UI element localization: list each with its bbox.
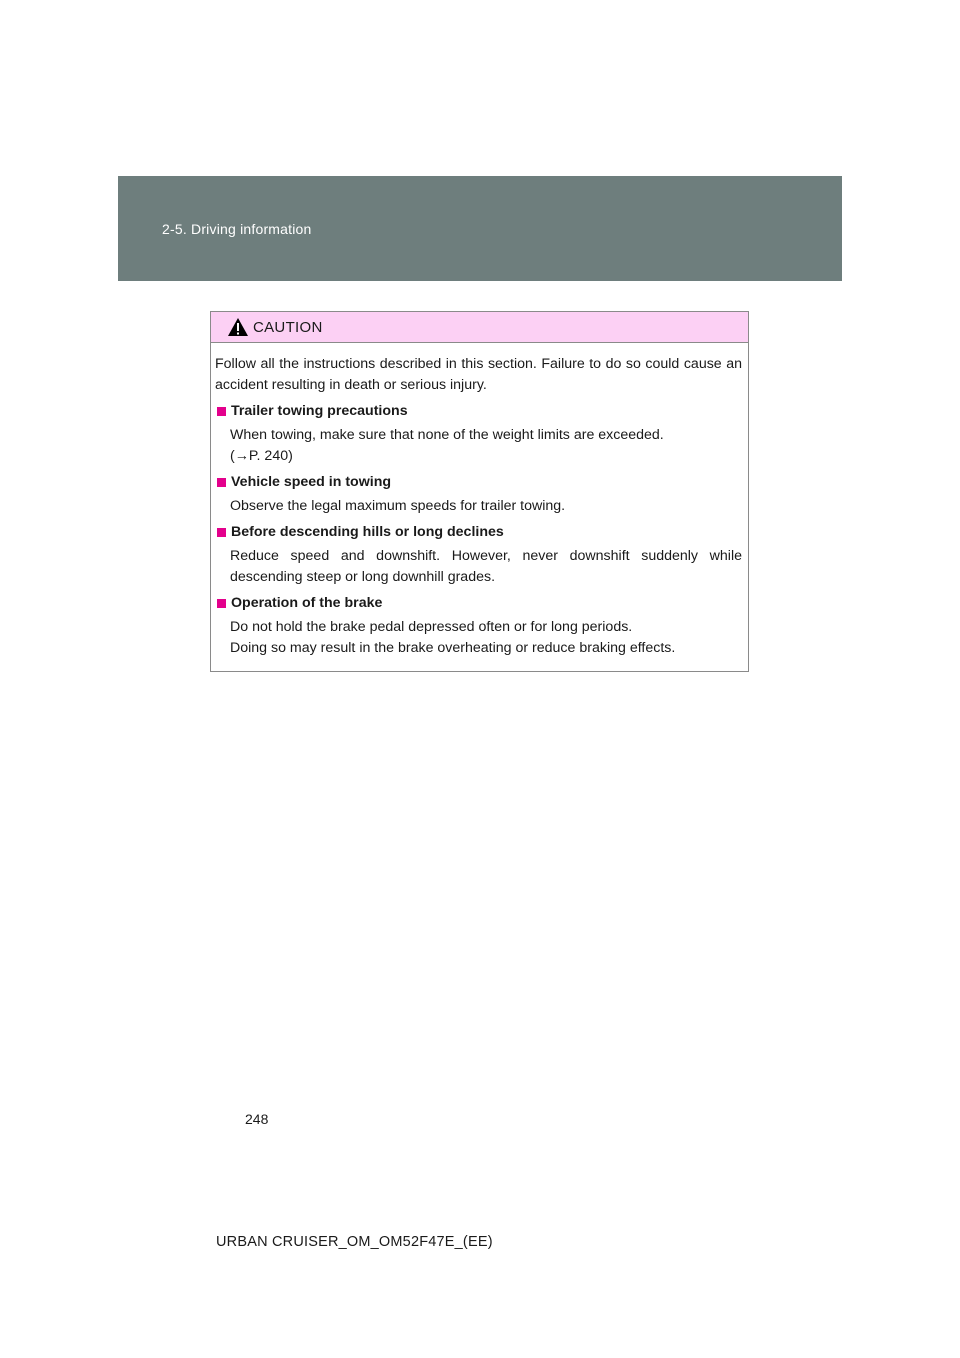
caution-item-vehicle-speed <box>215 472 742 517</box>
caution-item-descending-hills <box>215 522 742 588</box>
caution-header <box>211 312 748 343</box>
warning-triangle-icon <box>227 317 249 337</box>
item-title: Trailer towing precautions <box>231 403 408 419</box>
caution-box <box>210 311 749 672</box>
caution-item-brake-operation <box>215 593 742 659</box>
item-title: Vehicle speed in towing <box>231 474 392 490</box>
section-title: 2-5. Driving information <box>162 221 312 237</box>
item-title: Operation of the brake <box>231 595 383 611</box>
item-text: When towing, make sure that none of the weight limits are exceeded. (→P. 240) <box>230 425 742 467</box>
section-header-band <box>118 176 842 281</box>
item-text: Do not hold the brake pedal depressed often or for long periods. Doing so may result in the brake overheating or reduce braking effects. <box>230 619 676 656</box>
page-number: 248 <box>245 1111 269 1127</box>
square-bullet-icon <box>217 407 226 416</box>
item-text: Observe the legal maximum speeds for trailer towing. <box>230 498 566 514</box>
caution-intro: Follow all the instructions described in this section. Failure to do so could cause an accident resulting in death or serious injury. <box>215 356 742 393</box>
square-bullet-icon <box>217 478 226 487</box>
square-bullet-icon <box>217 528 226 537</box>
item-text: Reduce speed and downshift. However, never downshift suddenly while descending steep or long downhill grades. <box>230 548 742 585</box>
caution-label: CAUTION <box>253 319 323 336</box>
caution-body <box>211 343 748 659</box>
document-id: URBAN CRUISER_OM_OM52F47E_(EE) <box>216 1234 493 1250</box>
square-bullet-icon <box>217 599 226 608</box>
item-title: Before descending hills or long declines <box>231 524 504 540</box>
caution-item-trailer-towing <box>215 401 742 467</box>
page-reference: (→P. 240) <box>230 448 293 464</box>
